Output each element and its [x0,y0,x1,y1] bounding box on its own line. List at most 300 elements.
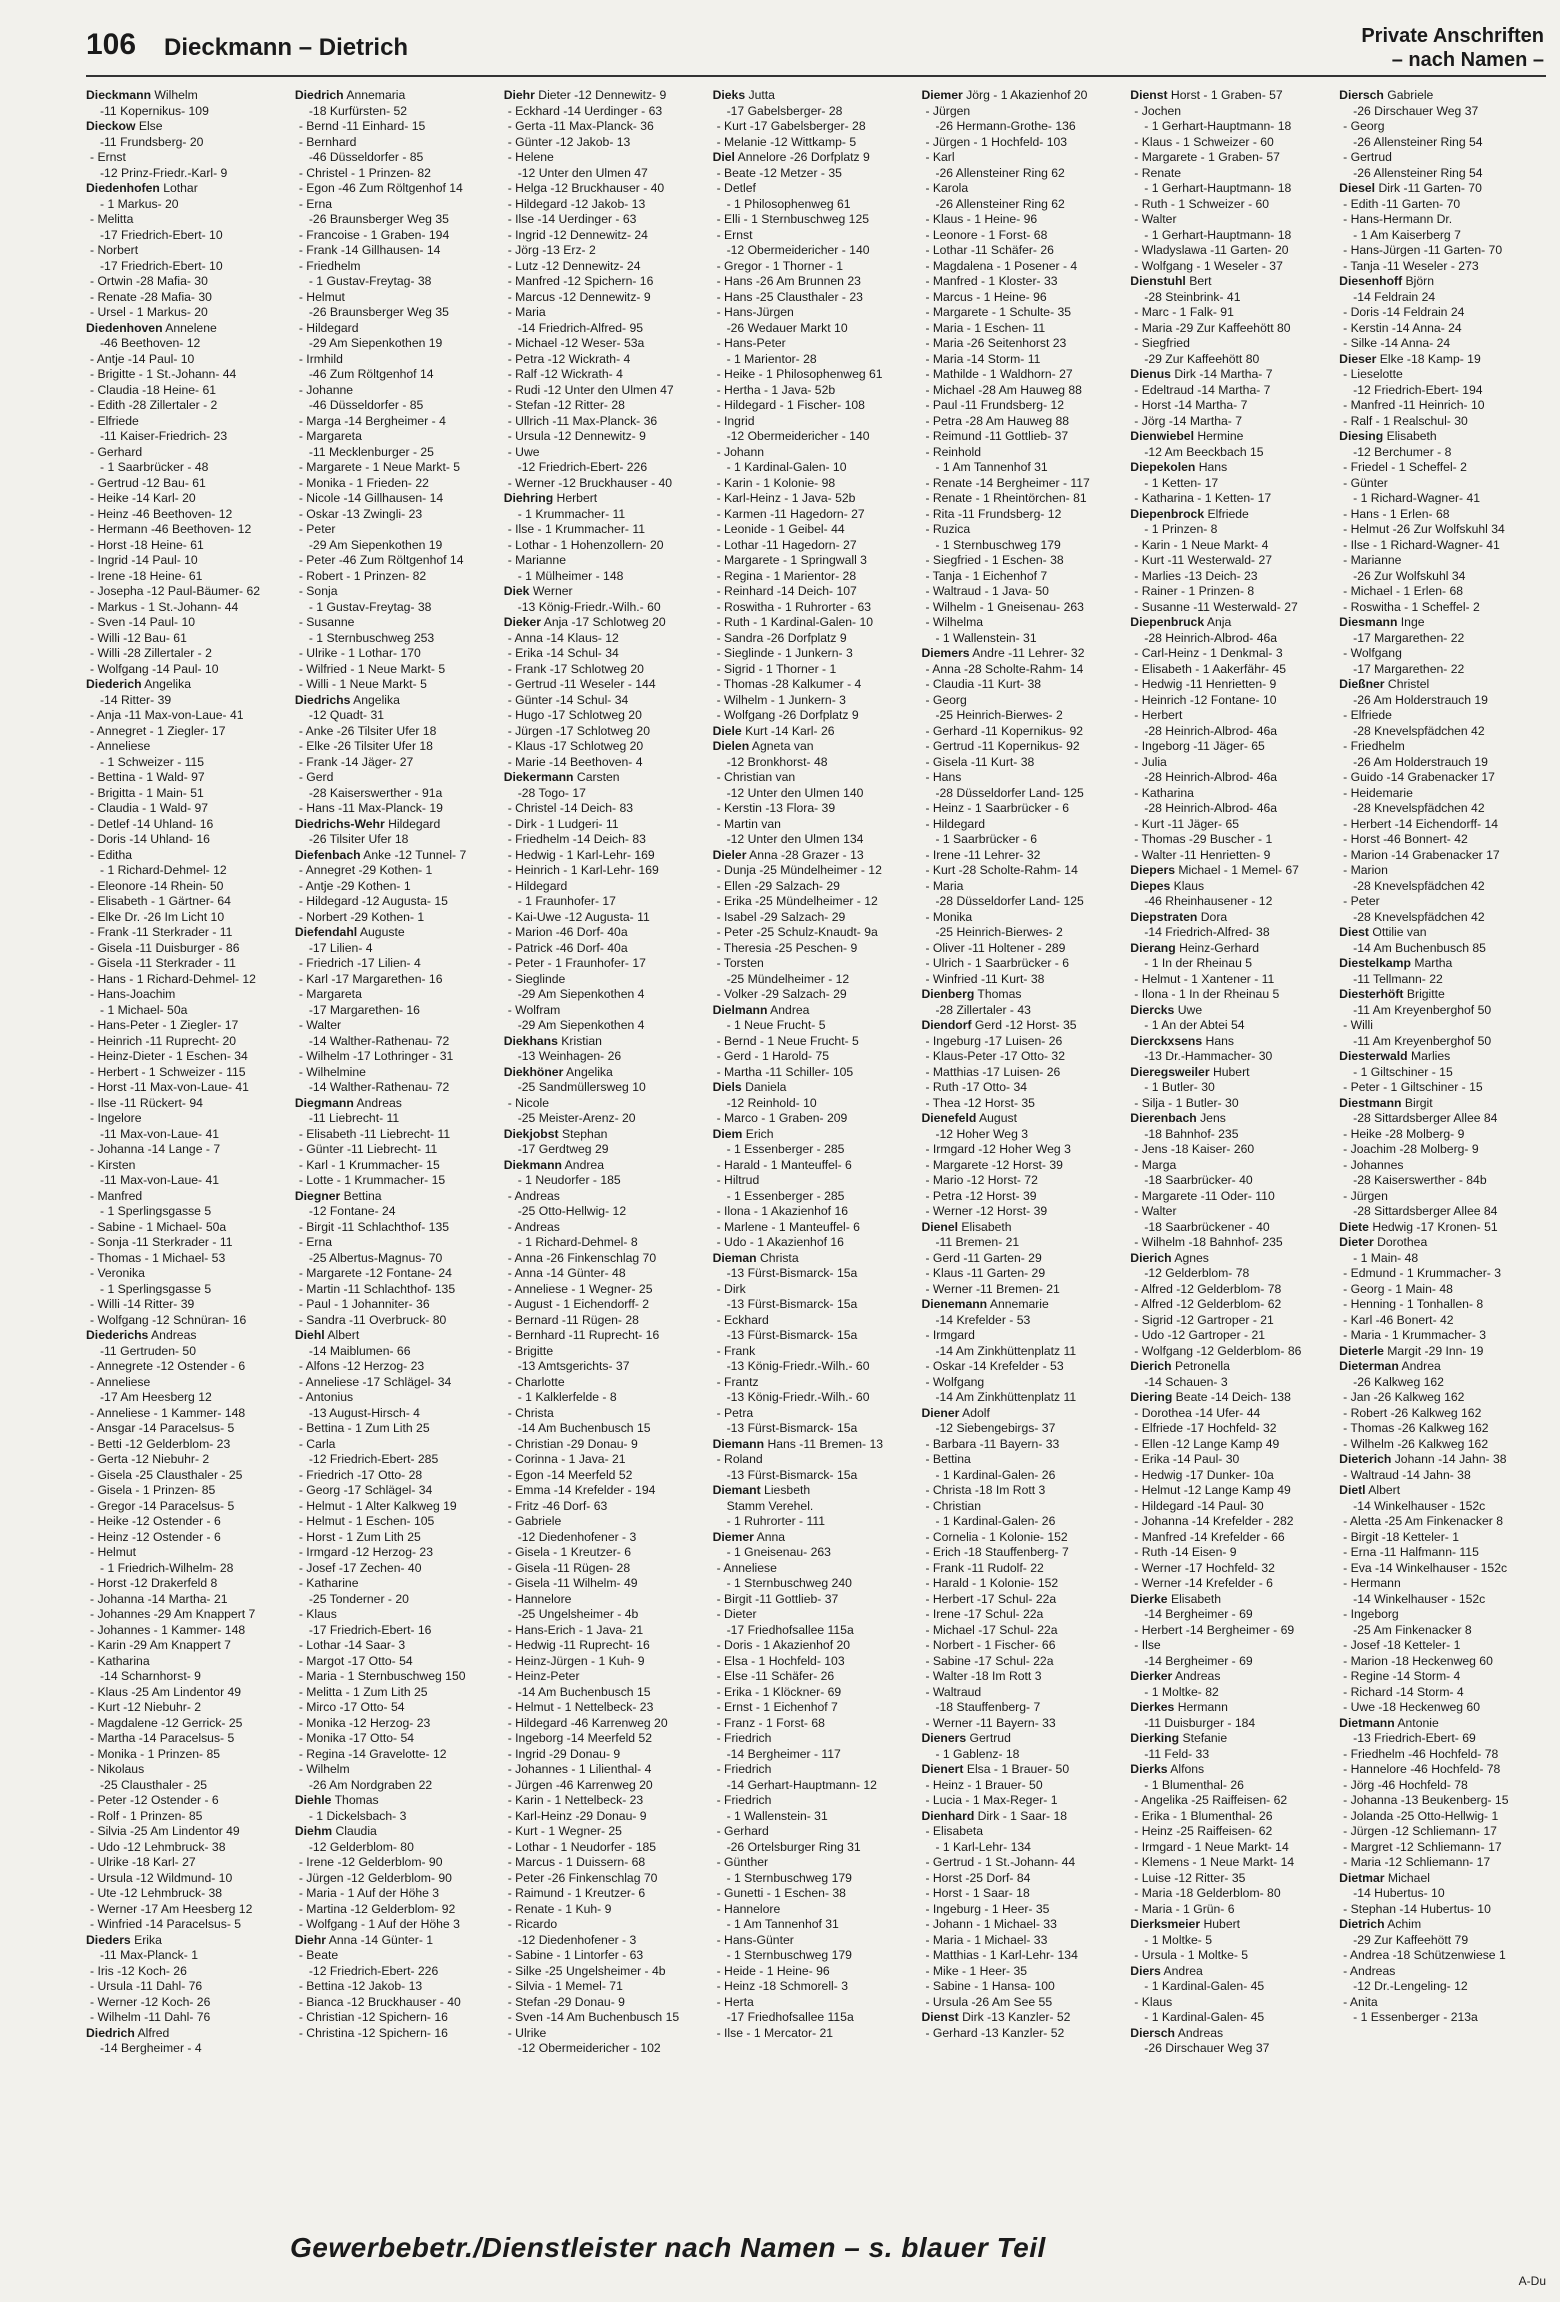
address-line: - 1 Sternbuschweg 179 [726,1948,852,1962]
person-entry: - Peter -12 Ostender - 6 [90,1793,219,1807]
person-entry: - Kurt -11 Jäger- 65 [1134,816,1240,831]
surname-entry [713,150,918,166]
given-name: Ottilie van [1368,925,1427,939]
address-line: -26 Allensteiner Ring 54 [1353,165,1483,180]
person-entry: - Klaus -17 Schlotweg 20 [507,739,644,753]
person-entry: - Elli - 1 Sternbuschweg 125 [716,212,869,226]
surname-entry [1339,1452,1544,1468]
surname: Dieckow [86,119,136,133]
given-name: Dirk -14 Martha- 7 [1170,367,1273,381]
person-entry: - Anna -14 Klaus- 12 [507,630,619,645]
person-entry: - Elke -26 Tilsiter Ufer 18 [298,739,433,753]
person-entry: - Gerhard -11 Kopernikus- 92 [925,723,1084,738]
address-line: -11 Kaiser-Friedrich- 23 [100,429,228,443]
surname-entry [1130,1762,1335,1778]
person-entry: - Wolfram [507,1002,561,1017]
person-entry: - Georg -17 Schlägel- 34 [298,1483,433,1497]
person-entry: - Peter - 1 Fraunhofer- 17 [507,956,646,970]
person-entry: - Marion -14 Grabenacker 17 [1343,847,1500,862]
person-entry: - Martina -12 Gelderblom- 92 [298,1901,456,1916]
person-entry: - Maria - 1 Grün- 6 [1134,1901,1235,1916]
person-entry: - Marcus - 1 Duissern- 68 [507,1855,646,1869]
address-line: - 1 Saarbrücker - 48 [100,460,209,474]
address-line: -17 Friedrich-Ebert- 16 [308,1622,432,1637]
person-entry: - Mario -12 Horst- 72 [925,1173,1038,1187]
address-line: -12 Bronkhorst- 48 [726,754,828,769]
address-line: -26 Wedauer Markt 10 [726,320,848,335]
address-line: -28 Kaiserswerther - 91a [308,785,443,800]
address-line: - 1 Am Tannenhof 31 [726,1917,839,1931]
person-entry: - Karl-Heinz -29 Donau- 9 [507,1808,647,1823]
surname-entry [1339,1220,1544,1236]
surname-entry [921,1762,1126,1778]
address-line: -28 Heinrich-Albrod- 46a [1144,723,1278,738]
person-entry: - Ortwin -28 Mafia- 30 [90,274,208,288]
person-entry: - Bernard -11 Rügen- 28 [507,1312,639,1327]
surname-entry [295,925,500,941]
person-entry: - Ulrike [507,2025,547,2040]
directory-column [86,88,291,2228]
surname: Dienefeld [921,1111,977,1125]
surname: Diekhöner [503,1064,564,1079]
person-entry: - Wolfgang [925,1374,985,1389]
surname-entry [1130,429,1335,445]
person-entry: - Heide - 1 Heine- 96 [716,1963,830,1978]
person-entry: - Herbert -14 Eichendorff- 14 [1343,816,1499,831]
surname: Dietrich [1339,1917,1385,1931]
person-entry: - Gisela -11 Kurt- 38 [925,754,1035,769]
address-line: -17 Friedhofsallee 115a [726,1622,854,1637]
person-entry: - Elfriede -17 Hochfeld- 32 [1134,1421,1277,1435]
person-entry: - Udo -12 Gartroper - 21 [1134,1328,1266,1342]
person-entry: - Klaus - 1 Schweizer - 60 [1134,134,1274,149]
address-line: - 1 Gustav-Freytag- 38 [308,599,432,614]
address-line: - 1 Saarbrücker - 6 [935,832,1038,846]
person-entry: - Edith -28 Zillertaler - 2 [90,398,218,412]
person-entry: - Erika -14 Schul- 34 [507,646,619,660]
person-entry: - Walter -11 Henrietten- 9 [1134,847,1271,862]
person-entry: - Christel -14 Deich- 83 [507,801,634,815]
given-name: Andreas [353,1095,402,1110]
surname-entry [1130,615,1335,631]
person-entry: - Annegret - 1 Ziegler- 17 [90,723,226,738]
person-entry: - Jürgen [925,103,971,118]
given-name: Werner [529,584,573,598]
address-line: -28 Heinrich-Albrod- 46a [1144,801,1278,815]
address-line: - 1 Gerhart-Hauptmann- 18 [1144,119,1292,133]
directory-columns [86,88,1544,2228]
person-entry: - Egon -14 Meerfeld 52 [507,1467,633,1482]
surname: Dienus [1130,367,1171,381]
address-line: -14 Walther-Rathenau- 72 [308,1033,450,1048]
person-entry: - Antonius [298,1390,354,1404]
person-entry: - Friedhelm [1343,739,1405,753]
person-entry: - Hildegard -12 Augusta- 15 [298,894,448,908]
surname: Diehle [294,1793,332,1807]
person-entry: - Frantz [716,1374,759,1389]
person-entry: - Gerhard [716,1824,769,1838]
person-entry: - Erika - 1 Blumenthal- 26 [1134,1808,1273,1823]
given-name: Dieter -12 Dennewitz- 9 [534,88,667,102]
person-entry: - Michael - 1 Erlen- 68 [1343,584,1464,598]
person-entry: - Hans - 1 Erlen- 68 [1343,506,1450,521]
surname: Dieterman [1339,1359,1399,1373]
address-line: -13 Fürst-Bismarck- 15a [726,1297,858,1311]
address-line: -25 Mündelheimer - 12 [726,971,850,986]
person-entry: - Mirco -17 Otto- 54 [298,1700,405,1714]
given-name: Hans -11 Bremen- 13 [764,1436,884,1451]
surname: Diem [712,1126,743,1141]
surname-entry [1130,460,1335,476]
address-line: -26 Tilsiter Ufer 18 [308,832,409,846]
address-line: -14 Winkelhauser - 152c [1353,1591,1486,1606]
surname: Dietl [1339,1483,1366,1497]
person-entry: - Jörg -46 Hochfeld- 78 [1343,1777,1468,1792]
person-entry: - Karin - 1 Nettelbeck- 23 [507,1793,644,1807]
surname: Diesenhoff [1339,274,1403,288]
person-entry: - Horst -46 Bonnert- 42 [1343,832,1468,846]
person-entry: - Ursula -12 Wildmund- 10 [90,1870,233,1885]
person-entry: - Christel - 1 Prinzen- 82 [298,165,431,180]
person-entry: - Reinhard -14 Deich- 107 [716,584,857,598]
person-entry: - Walter [298,1018,342,1032]
person-entry: - Georg [925,692,967,707]
surname-entry [1130,1390,1335,1406]
person-entry: - Marianne [507,553,566,567]
address-line: -25 Sandmüllersweg 10 [517,1080,646,1094]
person-entry: - Wolfgang -26 Dorfplatz 9 [716,708,859,722]
surname-entry [1130,274,1335,290]
surname: Dierich [1130,1359,1172,1373]
address-line: - 1 Schweizer - 115 [100,754,205,769]
person-entry: - Maria -14 Storm- 11 [925,351,1041,366]
person-entry: - Gertrud [1343,150,1392,164]
person-entry: - Ingrid [716,413,755,428]
person-entry: - Doris -14 Feldrain 24 [1343,305,1465,319]
person-entry: - Johannes - 1 Lilienthal- 4 [507,1762,652,1776]
address-line: -12 Diedenhofener - 3 [517,1932,637,1947]
person-entry: - Udo - 1 Akazienhof 16 [716,1235,844,1249]
person-entry: - Heike -28 Molberg- 9 [1343,1126,1465,1141]
surname: Diestmann [1339,1095,1402,1110]
person-entry: - Claudia -18 Heine- 61 [90,382,217,397]
surname: Diehm [294,1824,333,1838]
address-line: -26 Braunsberger Weg 35 [308,305,449,319]
address-line: -12 Gelderblom- 78 [1144,1266,1250,1280]
person-entry: - Aletta -25 Am Finkenacker 8 [1343,1514,1504,1528]
surname-entry [1130,367,1335,383]
person-entry: - Erna [298,196,333,211]
person-entry: - Ilse - 1 Richard-Wagner- 41 [1343,537,1500,552]
address-line: - 1 Sperlingsgasse 5 [100,1204,212,1218]
person-entry: - Lothar -14 Saar- 3 [298,1638,406,1652]
person-entry: - Heike -14 Karl- 20 [90,491,196,505]
person-entry: - Marcus - 1 Heine- 96 [925,289,1047,304]
address-line: -28 Knevelspfädchen 42 [1353,801,1485,815]
address-line: -17 Am Heesberg 12 [100,1390,212,1404]
address-line: - 1 Main- 48 [1353,1250,1419,1265]
address-line: -12 Fontane- 24 [308,1204,396,1218]
person-entry: - Horst -14 Martha- 7 [1134,398,1248,412]
given-name: Anja -17 Schlotweg 20 [540,615,666,629]
address-line: -17 Friedrich-Ebert- 10 [100,227,223,242]
surname-entry [504,584,709,600]
given-name: Liesbeth [760,1483,811,1497]
person-entry: - Jürgen -12 Gelderblom- 90 [298,1870,452,1885]
address-line: - 1 Gneisenau- 263 [726,1545,831,1559]
given-name: Annemarie [987,1297,1049,1311]
person-entry: - Emma -14 Krefelder - 194 [507,1483,656,1497]
given-name: Lothar [159,181,198,195]
surname: Dierke [1130,1591,1168,1606]
given-name: Martha [1410,956,1453,970]
surname: Diegner [294,1188,341,1203]
person-entry: - Paul -11 Frundsberg- 12 [925,398,1065,412]
surname-entry [921,1297,1126,1313]
surname: Dienwiebel [1130,429,1194,443]
person-entry: - Margareta [298,987,362,1001]
person-entry: - Oskar -13 Zwingli- 23 [298,506,423,521]
given-name: Antonie [1394,1715,1439,1730]
person-entry: - Hugo -17 Schlotweg 20 [507,708,642,722]
surname: Diersch [1130,2025,1176,2040]
address-line: -14 Walther-Rathenau- 72 [308,1080,450,1094]
address-line: -14 Krefelder - 53 [935,1312,1031,1327]
surname: Dienemann [921,1297,988,1311]
person-entry: - Ute -12 Lehmbruck- 38 [90,1886,223,1900]
person-entry: - Sieglinde - 1 Junkern- 3 [716,646,853,660]
given-name: Carsten [573,770,620,784]
person-entry: - Johanna -14 Lange - 7 [90,1142,221,1156]
surname: Diedrich [294,88,344,102]
person-entry: - Hiltrud [716,1173,760,1187]
directory-column [1130,88,1335,2228]
person-entry: - Michael -28 Am Hauweg 88 [925,382,1082,397]
address-line: -28 Heinrich-Albrod- 46a [1144,630,1278,645]
person-entry: - Silke -14 Anna- 24 [1343,336,1451,350]
address-line: -26 Am Holderstrauch 19 [1353,754,1488,769]
person-entry: - Irene -17 Schul- 22a [925,1607,1044,1621]
person-entry: - Wolfgang [1343,646,1402,660]
person-entry: - Heike -12 Ostender - 6 [90,1514,221,1528]
person-entry: - Hans-Hermann Dr. [1343,212,1453,226]
address-line: -26 Dirschauer Weg 37 [1144,2041,1270,2055]
person-entry: - Beate -12 Metzer - 35 [716,165,842,180]
person-entry: - Dieter [716,1607,757,1621]
surname-entry [713,724,918,740]
given-name: Erich [742,1126,774,1141]
surname: Dieterle [1339,1343,1384,1358]
given-name: Dorothea [1373,1235,1428,1249]
given-name: Johann -14 Jahn- 38 [1391,1452,1507,1466]
person-entry: - Wilhelm -11 Dahl- 76 [90,2010,211,2024]
person-entry: - Karl -17 Margarethen- 16 [298,971,443,986]
person-entry: - Lothar -11 Hagedorn- 27 [716,537,857,552]
person-entry: - Heinz -46 Beethoven- 12 [90,506,233,521]
person-entry: - Norbert [90,243,139,257]
surname: Diepekolen [1130,460,1196,474]
person-entry: - Hannelore -46 Hochfeld- 78 [1343,1762,1501,1776]
given-name: Christa [756,1250,799,1265]
person-entry: - Gerhard [90,444,143,459]
person-entry: - Helene [507,150,554,164]
address-line: -14 Bergheimer - 69 [1144,1653,1253,1668]
person-entry: - Harald - 1 Manteuffel- 6 [716,1157,852,1172]
address-line: - 1 Sternbuschweg 179 [935,537,1061,552]
address-line: -26 Hermann-Grothe- 136 [935,119,1076,133]
address-line: -13 Fürst-Bismarck- 15a [726,1328,858,1342]
person-entry: - Joachim -28 Molberg- 9 [1343,1142,1479,1156]
person-entry: - Georg [1343,119,1385,133]
person-entry: - Hans -26 Am Brunnen 23 [716,274,861,288]
person-entry: - Richard -14 Storm- 4 [1343,1684,1464,1699]
person-entry: - Ingrid -12 Dennewitz- 24 [507,227,648,242]
address-line: -28 Düsseldorfer Land- 125 [935,785,1084,800]
person-entry: - Klaus -11 Garten- 29 [925,1266,1046,1280]
surname-entry [1130,507,1335,523]
address-line: -14 Hubertus- 10 [1353,1886,1445,1900]
person-entry: - Ulrike - 1 Lothar- 170 [298,646,421,660]
surname-entry [1130,1111,1335,1127]
person-entry: - Hedwig -11 Henrietten- 9 [1134,677,1277,691]
address-line: -11 Am Kreyenberghof 50 [1353,1033,1492,1048]
person-entry: - Elsa - 1 Hochfeld- 103 [716,1653,845,1668]
surname: Dierich [1130,1250,1172,1265]
person-entry: - Andreas [507,1219,560,1234]
person-entry: - Gertrud -11 Kopernikus- 92 [925,739,1080,753]
given-name: Elke -18 Kamp- 19 [1376,351,1481,366]
surname: Dierks [1130,1762,1168,1776]
address-line: - 1 Fraunhofer- 17 [517,894,616,908]
person-entry: - Walter [1134,1204,1177,1218]
person-entry: - Wolfgang - 1 Weseler - 37 [1134,258,1283,273]
person-entry: - Anna -26 Finkenschlag 70 [507,1250,657,1265]
address-line: -12 Obermeidericher - 102 [517,2041,661,2055]
surname: Dieman [712,1250,757,1265]
person-entry: - Irene -12 Gelderblom- 90 [298,1855,443,1869]
person-entry: - Hans -11 Max-Planck- 19 [298,801,443,815]
person-entry: - Günter -11 Liebrecht- 11 [298,1142,438,1156]
person-entry: - Bianca -12 Bruckhauser - 40 [298,1994,461,2009]
given-name: Thomas [331,1793,379,1807]
person-entry: - Ilse - 1 Mercator- 21 [716,2025,834,2040]
person-entry: - Erika - 1 Klöckner- 69 [716,1684,842,1699]
surname: Dierckxsens [1130,1033,1203,1048]
person-entry: - Birgit -11 Gottlieb- 37 [716,1591,839,1606]
person-entry: - Stephan -14 Hubertus- 10 [1343,1901,1491,1916]
person-entry: - Gerd [298,770,334,784]
person-entry: - Lucia - 1 Max-Reger- 1 [925,1793,1058,1807]
surname-entry [1130,1003,1335,1019]
person-entry: - Ingeborg -11 Jäger- 65 [1134,739,1265,753]
surname: Diemer [712,1529,754,1544]
address-line: - 1 Ketten- 17 [1144,475,1219,490]
person-entry: - Melitta [90,212,134,226]
person-entry: - Thomas -26 Kalkweg 162 [1343,1421,1489,1435]
surname: Diederichs [86,1328,149,1342]
directory-column [921,88,1126,2228]
person-entry: - Ruth - 1 Schweizer - 60 [1134,196,1270,211]
surname: Diefenbach [294,847,361,862]
given-name: Daniela [741,1080,787,1094]
address-line: -13 Fürst-Bismarck- 15a [726,1421,858,1435]
given-name: Elisabeth [958,1219,1012,1234]
person-entry: - Kirsten [90,1157,136,1172]
person-entry: - Gisela -11 Wilhelm- 49 [507,1576,638,1590]
person-entry: - Hans-Joachim [90,987,176,1001]
given-name: Gerd -12 Horst- 35 [971,1018,1077,1032]
surname: Diering [1130,1390,1173,1404]
address-line: -12 Am Beeckbach 15 [1144,444,1264,459]
address-line: -12 Friedrich-Ebert- 226 [308,1963,439,1978]
person-entry: - Johanne [298,382,354,397]
surname: Dieckmann [86,88,152,102]
person-entry: - Manfred - 1 Kloster- 33 [925,274,1058,288]
surname: Diepstraten [1130,909,1198,924]
person-entry: - Petra [716,1405,754,1420]
surname: Dieker [503,615,541,629]
address-line: -17 Margarethen- 22 [1353,630,1465,645]
address-line: -29 Am Siepenkothen 4 [517,987,645,1001]
surname: Diedenhoven [86,320,163,335]
address-line: -12 Gelderblom- 80 [308,1839,414,1854]
address-line: -12 Prinz-Friedr.-Karl- 9 [100,165,228,180]
footer-note: Gewerbebetr./Dienstleister nach Namen – s. blauer Teil [290,2232,1046,2263]
person-entry: - Margarete - 1 Springwall 3 [716,553,867,567]
person-entry: - Ursula -12 Dennewitz- 9 [507,429,646,443]
given-name: Elisabeth [1167,1591,1222,1606]
address-line: -26 Braunsberger Weg 35 [308,212,449,226]
address-line: -25 Albertus-Magnus- 70 [308,1250,443,1265]
person-entry: - Eckhard -14 Uerdinger - 63 [507,103,663,118]
person-entry: - Horst -12 Drakerfeld 8 [90,1576,218,1590]
person-entry: - Hertha - 1 Java- 52b [716,382,836,397]
given-name: Andreas [1175,2025,1224,2040]
given-name: Alfred [134,2025,170,2040]
address-line: - 1 Mülheimer - 148 [517,568,624,583]
person-entry: - Hermann [1343,1576,1401,1590]
given-name: Else [135,119,163,133]
person-entry: - Lutz -12 Dennewitz- 24 [507,258,641,273]
person-entry: - Reimund -11 Gottlieb- 37 [925,429,1069,443]
address-line: - 1 Friedrich-Wilhelm- 28 [100,1560,234,1575]
person-entry: - Sigrid - 1 Thorner - 1 [716,661,837,676]
address-line: - 1 Richard-Wagner- 41 [1353,491,1481,505]
person-entry: - Magdalena - 1 Posener - 4 [925,258,1078,273]
person-entry: - Wilhelm - 1 Gneisenau- 263 [925,599,1084,614]
person-entry: - Gabriele [507,1514,562,1528]
address-line: - 1 Markus- 20 [100,196,179,211]
person-entry: - Henning - 1 Tonhallen- 8 [1343,1297,1484,1311]
person-entry: - Helmut -12 Lange Kamp 49 [1134,1483,1291,1497]
surname-entry [713,1437,918,1453]
person-entry: - Heinrich - 1 Karl-Lehr- 169 [507,863,659,877]
person-entry: - Annegret -29 Kothen- 1 [298,863,433,877]
address-line: -18 Saarbrücker- 40 [1144,1173,1253,1187]
surname: Dierksmeier [1130,1917,1201,1931]
person-entry: - Maria - 1 Michael- 33 [925,1932,1048,1947]
person-entry: - Manfred [90,1188,143,1203]
person-entry: - Brigitte [507,1343,554,1358]
person-entry: - Irene -18 Heine- 61 [90,568,203,583]
person-entry: - Sven -14 Am Buchenbusch 15 [507,2010,680,2024]
person-entry: - Margot -17 Otto- 54 [298,1653,413,1668]
person-entry: - Christa [507,1405,554,1420]
surname-entry [713,1127,918,1143]
person-entry: - Luise -12 Ritter- 35 [1134,1870,1246,1885]
person-entry: - Martha -11 Schiller- 105 [716,1064,854,1079]
person-entry: - Werner -17 Am Heesberg 12 [90,1901,253,1916]
